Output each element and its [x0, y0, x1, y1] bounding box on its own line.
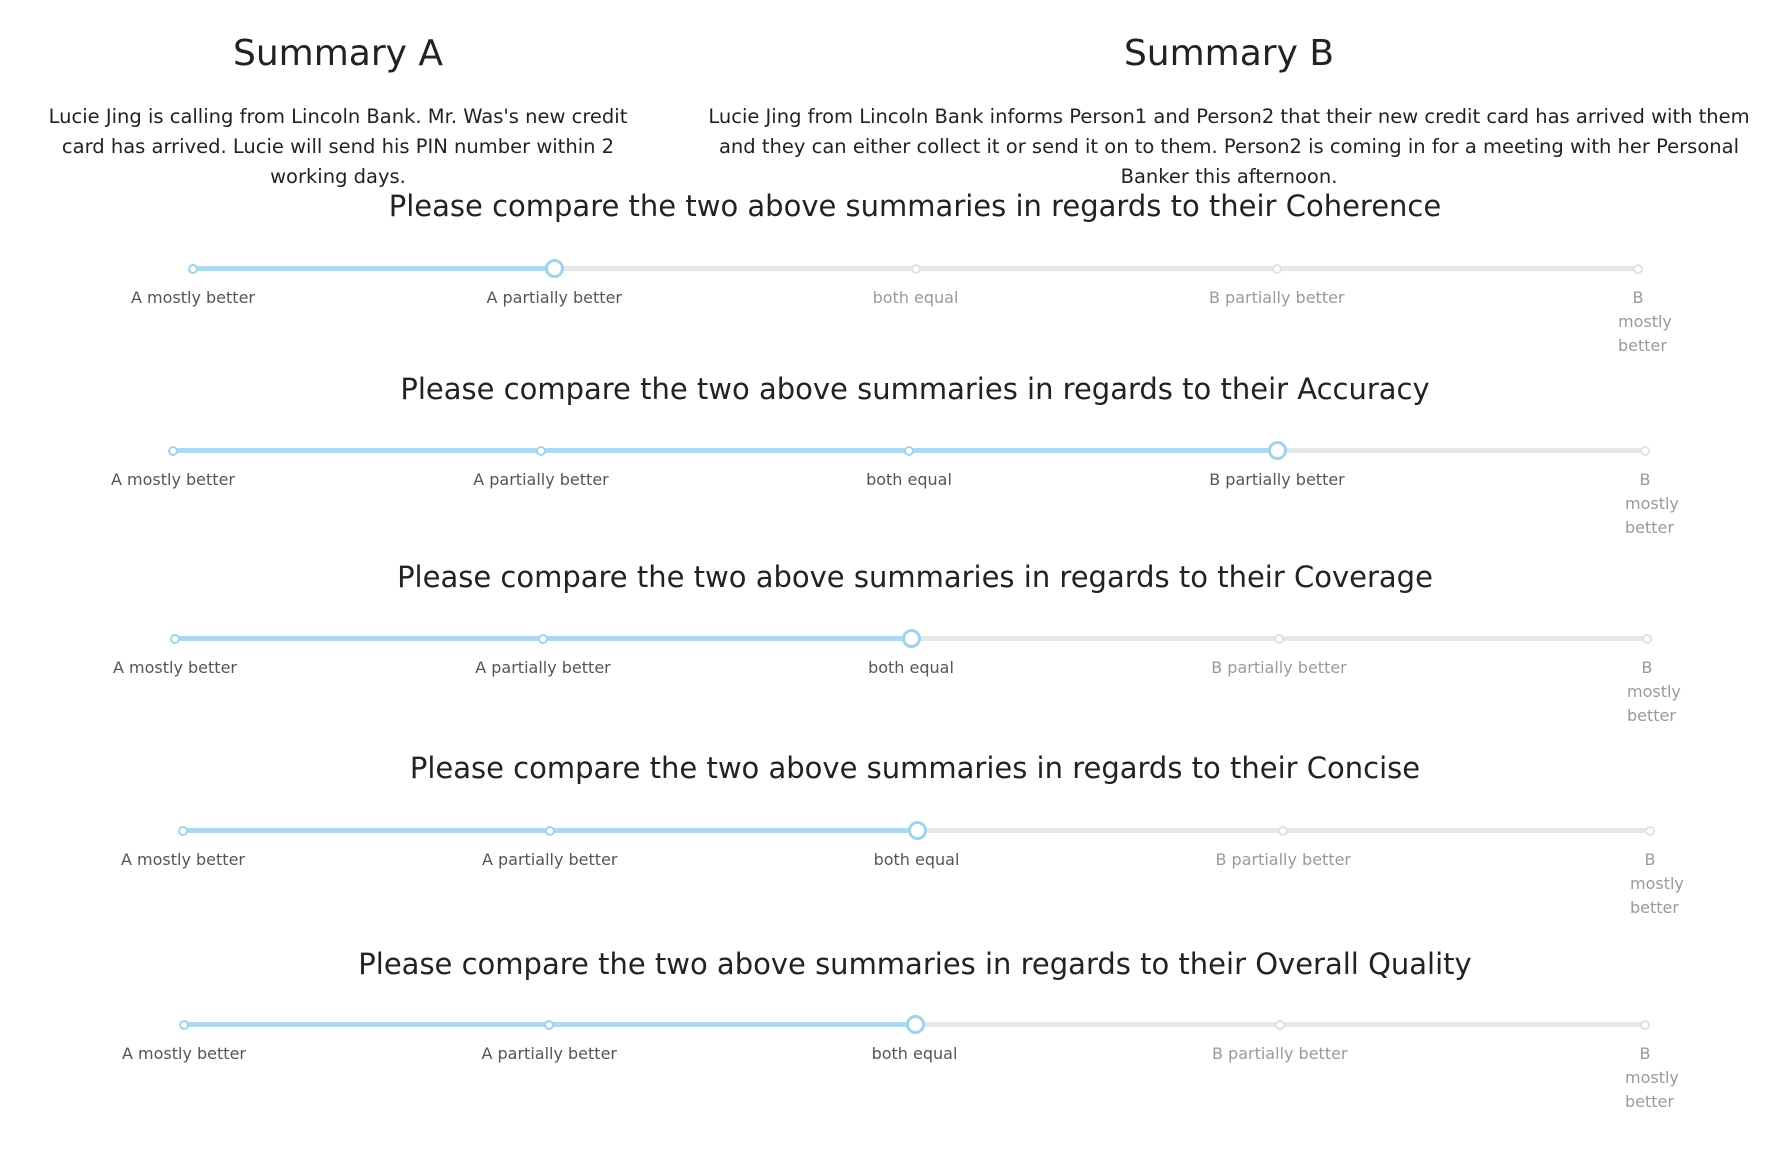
slider-tick-label[interactable]: A partially better	[475, 658, 611, 677]
slider-tick-dot[interactable]	[1633, 264, 1643, 274]
slider-tick-label[interactable]: A mostly better	[121, 850, 245, 869]
slider-tick-label[interactable]: both equal	[872, 288, 959, 307]
slider-tick-dot[interactable]	[1278, 826, 1288, 836]
slider-tick-label[interactable]: B partially better	[1208, 288, 1345, 307]
summary-a-title: Summary A	[232, 33, 444, 74]
slider-tick-label[interactable]: B partially better	[1209, 470, 1345, 489]
slider-tick-label[interactable]: A partially better	[481, 1044, 617, 1063]
slider-tick-dot[interactable]	[1645, 826, 1655, 836]
summary-b-title: Summary B	[1123, 33, 1335, 74]
slider-handle[interactable]	[902, 629, 921, 648]
question-title: Please compare the two above summaries in regards to their Overall Quality	[358, 947, 1472, 981]
slider-handle[interactable]	[1268, 441, 1287, 460]
slider-tick-dot[interactable]	[1275, 1020, 1285, 1030]
slider-tick-label[interactable]: A mostly better	[131, 288, 255, 307]
slider-tick-label[interactable]: A partially better	[486, 288, 622, 307]
rating-slider[interactable]	[131, 266, 1672, 386]
slider-tick-dot[interactable]	[1272, 264, 1282, 274]
slider-tick-dot[interactable]	[904, 446, 914, 456]
slider-handle[interactable]	[908, 821, 927, 840]
slider-tick-label[interactable]: B mostly better	[1625, 1044, 1679, 1111]
slider-tick-label[interactable]: B mostly better	[1625, 470, 1679, 537]
slider-tick-label[interactable]: both equal	[866, 470, 952, 489]
slider-tick-label[interactable]: B mostly better	[1627, 658, 1681, 725]
slider-tick-label[interactable]: A partially better	[473, 470, 609, 489]
question-title: Please compare the two above summaries in regards to their Coherence	[388, 189, 1442, 223]
slider-tick-dot[interactable]	[178, 826, 188, 836]
slider-tick-label[interactable]: A mostly better	[111, 470, 235, 489]
slider-fill	[173, 448, 1277, 453]
slider-tick-dot[interactable]	[538, 634, 548, 644]
slider-tick-dot[interactable]	[168, 446, 178, 456]
slider-tick-dot[interactable]	[170, 634, 180, 644]
summary-a-panel	[28, 30, 648, 192]
slider-tick-label[interactable]: B partially better	[1215, 850, 1352, 869]
slider-tick-dot[interactable]	[1642, 634, 1652, 644]
rating-slider[interactable]	[121, 828, 1684, 948]
slider-tick-dot[interactable]	[1274, 634, 1284, 644]
slider-handle[interactable]	[545, 259, 564, 278]
slider-tick-label[interactable]: A partially better	[481, 850, 618, 869]
summary-a-text: Lucie Jing is calling from Lincoln Bank. Mr. Was's new credit card has arrived. Lucie will send his PIN number within 2 working days.	[48, 105, 628, 188]
slider-tick-dot[interactable]	[179, 1020, 189, 1030]
slider-tick-dot[interactable]	[911, 264, 921, 274]
slider-tick-dot[interactable]	[544, 1020, 554, 1030]
rating-slider[interactable]	[113, 636, 1681, 756]
slider-tick-label[interactable]: B partially better	[1211, 658, 1347, 677]
summary-b-text: Lucie Jing from Lincoln Bank informs Person1 and Person2 that their new credit card has arrived with them and they can either collect it or send it on to them. Person2 is coming in for a meeting with her Personal Banker this afternoon.	[708, 105, 1750, 188]
slider-tick-dot[interactable]	[545, 826, 555, 836]
question-title: Please compare the two above summaries in regards to their Concise	[409, 751, 1421, 785]
slider-tick-label[interactable]: B mostly better	[1630, 850, 1684, 917]
question-title: Please compare the two above summaries in regards to their Coverage	[397, 560, 1433, 594]
rating-slider[interactable]	[122, 1022, 1679, 1142]
slider-tick-dot[interactable]	[536, 446, 546, 456]
slider-handle[interactable]	[906, 1015, 925, 1034]
slider-fill	[193, 266, 554, 271]
slider-tick-dot[interactable]	[188, 264, 198, 274]
slider-tick-dot[interactable]	[1640, 1020, 1650, 1030]
slider-tick-label[interactable]: B partially better	[1211, 1044, 1348, 1063]
rating-slider[interactable]	[111, 448, 1679, 568]
slider-tick-label[interactable]: A mostly better	[113, 658, 237, 677]
summary-b-panel	[694, 30, 1764, 192]
slider-tick-label[interactable]: both equal	[873, 850, 960, 869]
slider-tick-dot[interactable]	[1640, 446, 1650, 456]
slider-tick-label[interactable]: A mostly better	[122, 1044, 246, 1063]
slider-tick-label[interactable]: both equal	[871, 1044, 958, 1063]
question-title: Please compare the two above summaries in regards to their Accuracy	[400, 372, 1430, 406]
slider-tick-label[interactable]: B mostly better	[1618, 288, 1672, 355]
slider-tick-label[interactable]: both equal	[868, 658, 954, 677]
